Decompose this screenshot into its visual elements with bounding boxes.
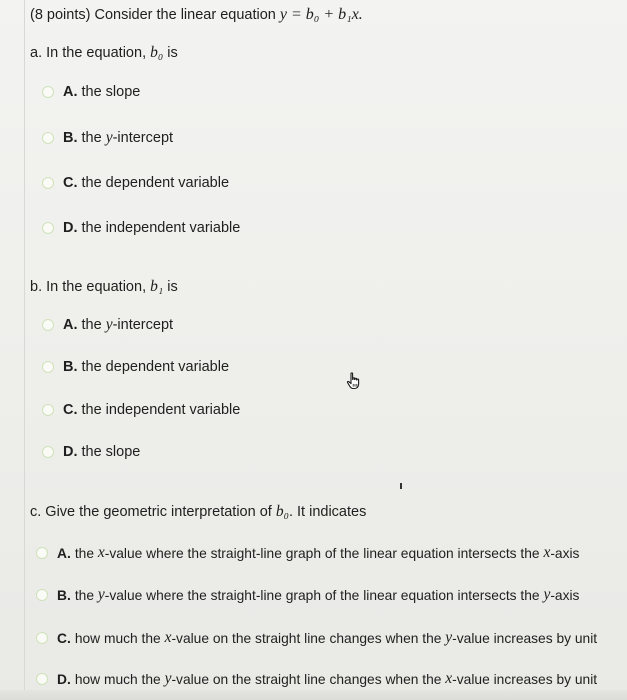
option-b-D[interactable] xyxy=(42,444,140,460)
option-a-D[interactable] xyxy=(42,220,240,236)
radio-button[interactable] xyxy=(42,222,54,234)
option-symbol: y xyxy=(445,629,453,646)
option-c-B[interactable] xyxy=(36,586,579,604)
option-b-B[interactable] xyxy=(42,359,229,375)
option-symbol: y xyxy=(105,129,113,146)
option-text-suffix: -intercept xyxy=(112,130,174,146)
question-b-text: b. In the equation, xyxy=(30,279,147,295)
radio-button[interactable] xyxy=(42,132,54,144)
option-text: the slope xyxy=(81,444,141,460)
radio-button[interactable] xyxy=(36,589,48,601)
option-letter: A. xyxy=(57,545,71,561)
bottom-edge xyxy=(0,690,627,700)
question-header xyxy=(30,6,363,24)
option-c-D[interactable] xyxy=(36,670,597,688)
option-letter: D. xyxy=(57,671,71,687)
option-text: the xyxy=(81,130,102,146)
option-symbol: y xyxy=(164,670,172,687)
option-letter: D. xyxy=(63,220,78,236)
question-a-text: a. In the equation, xyxy=(30,45,147,61)
option-symbol: x xyxy=(97,544,105,561)
radio-button[interactable] xyxy=(42,319,54,331)
option-text: the slope xyxy=(81,84,141,100)
option-letter: B. xyxy=(63,359,78,375)
option-letter: B. xyxy=(63,130,78,146)
header-text: (8 points) Consider the linear equation xyxy=(30,7,276,23)
question-b-symbol: b₁ xyxy=(150,278,164,295)
radio-button[interactable] xyxy=(36,632,48,644)
option-a-C[interactable] xyxy=(42,175,229,191)
option-text-middle: -value where the straight-line graph of the linear equation intersects the xyxy=(104,545,540,561)
option-text-suffix: -value increases by unit xyxy=(452,630,598,646)
option-text: the dependent variable xyxy=(81,175,230,191)
option-text: the independent variable xyxy=(81,220,241,236)
stray-mark xyxy=(400,483,402,489)
option-letter: C. xyxy=(57,630,71,646)
question-a-symbol: b₀ xyxy=(150,44,164,61)
pointing-hand-icon xyxy=(346,372,362,390)
question-a xyxy=(30,44,178,62)
option-text-suffix: -axis xyxy=(550,587,580,603)
question-c-text: c. Give the geometric interpretation of xyxy=(30,504,272,520)
option-text: the independent variable xyxy=(81,402,241,418)
option-symbol: y xyxy=(543,586,551,603)
option-letter: A. xyxy=(63,317,78,333)
radio-button[interactable] xyxy=(42,361,54,373)
option-b-A[interactable] xyxy=(42,316,173,334)
option-letter: C. xyxy=(63,175,78,191)
option-text-suffix: -axis xyxy=(550,545,580,561)
option-text: the xyxy=(81,317,102,333)
question-c-suffix: . It indicates xyxy=(288,504,367,520)
radio-button[interactable] xyxy=(42,446,54,458)
option-text: how much the xyxy=(74,630,161,646)
option-text-middle: -value where the straight-line graph of the linear equation intersects the xyxy=(104,587,540,603)
option-text: the xyxy=(74,545,94,561)
option-a-A[interactable] xyxy=(42,84,140,100)
option-text-suffix: -value increases by unit xyxy=(452,671,598,687)
option-text-middle: -value on the straight line changes when the xyxy=(171,630,442,646)
option-text: how much the xyxy=(74,671,161,687)
option-symbol: x xyxy=(543,544,551,561)
question-c-symbol: b₀ xyxy=(275,503,289,520)
equation: y = b₀ + b₁x. xyxy=(279,6,363,23)
radio-button[interactable] xyxy=(42,404,54,416)
option-symbol: y xyxy=(105,316,113,333)
option-c-C[interactable] xyxy=(36,629,597,647)
question-b xyxy=(30,278,178,296)
radio-button[interactable] xyxy=(36,673,48,685)
option-symbol: x xyxy=(164,629,172,646)
radio-button[interactable] xyxy=(36,547,48,559)
option-symbol: y xyxy=(97,586,105,603)
question-a-suffix: is xyxy=(167,45,178,61)
option-letter: B. xyxy=(57,587,71,603)
left-border xyxy=(24,0,25,700)
option-letter: D. xyxy=(63,444,78,460)
radio-button[interactable] xyxy=(42,177,54,189)
option-text: the xyxy=(74,587,94,603)
option-c-A[interactable] xyxy=(36,544,579,562)
option-text: the dependent variable xyxy=(81,359,230,375)
question-c xyxy=(30,503,366,521)
question-b-suffix: is xyxy=(167,279,178,295)
option-a-B[interactable] xyxy=(42,129,173,147)
option-b-C[interactable] xyxy=(42,402,240,418)
option-letter: A. xyxy=(63,84,78,100)
radio-button[interactable] xyxy=(42,86,54,98)
option-text-middle: -value on the straight line changes when the xyxy=(171,671,442,687)
option-symbol: x xyxy=(445,670,453,687)
option-text-suffix: -intercept xyxy=(112,317,174,333)
option-letter: C. xyxy=(63,402,78,418)
